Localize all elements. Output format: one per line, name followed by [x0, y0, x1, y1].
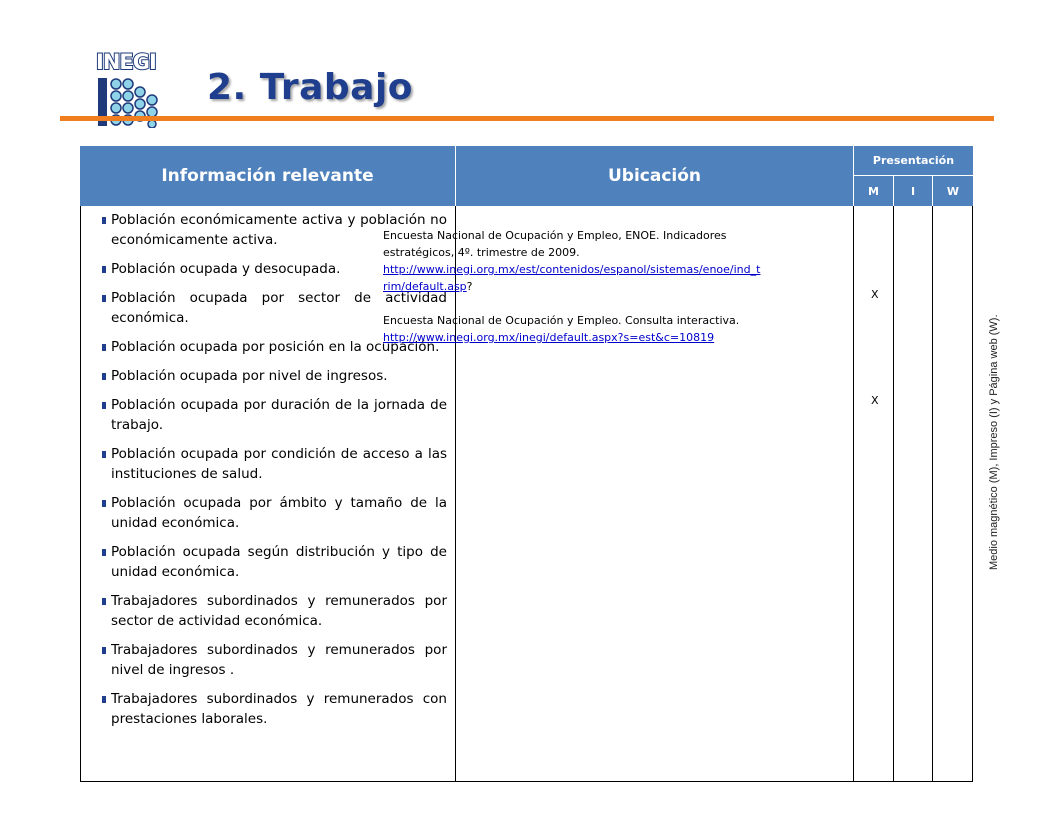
list-item: Población económicamente activa y población no económicamente activa. [101, 210, 447, 250]
bullet-icon [102, 696, 106, 703]
list-item: Población ocupada por condición de acceso a las instituciones de salud. [101, 444, 447, 484]
presentation-legend: Medio magnético (M), Impreso (I) y Página web (W). [988, 314, 1000, 570]
list-item: Población ocupada según distribución y tipo de unidad económica. [101, 542, 447, 582]
list-item: Población ocupada por ámbito y tamaño de la unidad económica. [101, 493, 447, 533]
list-item: Trabajadores subordinados y remunerados con prestaciones laborales. [101, 689, 447, 729]
header-presentacion: Presentación [854, 146, 973, 176]
list-item: Trabajadores subordinados y remunerados por nivel de ingresos . [101, 640, 447, 680]
column-divider [972, 206, 973, 782]
bullet-icon [102, 266, 106, 273]
bullet-icon [102, 402, 106, 409]
source-2-link[interactable]: http://www.inegi.org.mx/inegi/default.aspx?s=est&c=10819 [383, 331, 715, 344]
header-i: I [894, 176, 933, 206]
bullet-icon [102, 373, 106, 380]
title-divider [60, 116, 994, 121]
bullet-icon [102, 598, 106, 605]
header-w: W [933, 176, 973, 206]
logo-text: INEGI [96, 50, 156, 74]
source-1-link[interactable]: http://www.inegi.org.mx/est/contenidos/espanol/sistemas/enoe/ind_trim/default.asp [383, 263, 761, 293]
list-item: Población ocupada por duración de la jornada de trabajo. [101, 395, 447, 435]
list-item: Población ocupada por nivel de ingresos. [101, 366, 447, 386]
column-divider [932, 206, 933, 782]
ubicacion-cell [383, 227, 763, 346]
bullet-icon [102, 295, 106, 302]
list-item: Población ocupada por sector de actividad económica. [101, 288, 447, 328]
bullet-icon [102, 344, 106, 351]
bullet-icon [102, 549, 106, 556]
header-informacion-relevante: Información relevante [80, 146, 456, 206]
bullet-icon [102, 647, 106, 654]
bullet-icon [102, 451, 106, 458]
list-item: Población ocupada por posición en la ocupación. [101, 337, 447, 357]
source-1-suffix: ? [466, 280, 473, 293]
header-ubicacion: Ubicación [456, 146, 854, 206]
source-1-text: Encuesta Nacional de Ocupación y Empleo, ENOE. Indicadores estratégicos, 4º. trimestre de 2009. [383, 229, 727, 259]
column-divider [893, 206, 894, 782]
column-divider [853, 206, 854, 782]
list-item: Trabajadores subordinados y remunerados por sector de actividad económica. [101, 591, 447, 631]
web-mark-2: X [871, 394, 879, 407]
header-m: M [854, 176, 894, 206]
bullet-icon [102, 500, 106, 507]
web-mark-1: X [871, 288, 879, 301]
page-title: 2. Trabajo [207, 67, 414, 108]
bullet-icon [102, 217, 106, 224]
source-2-text: Encuesta Nacional de Ocupación y Empleo. Consulta interactiva. [383, 314, 740, 327]
list-item: Población ocupada y desocupada. [101, 259, 447, 279]
